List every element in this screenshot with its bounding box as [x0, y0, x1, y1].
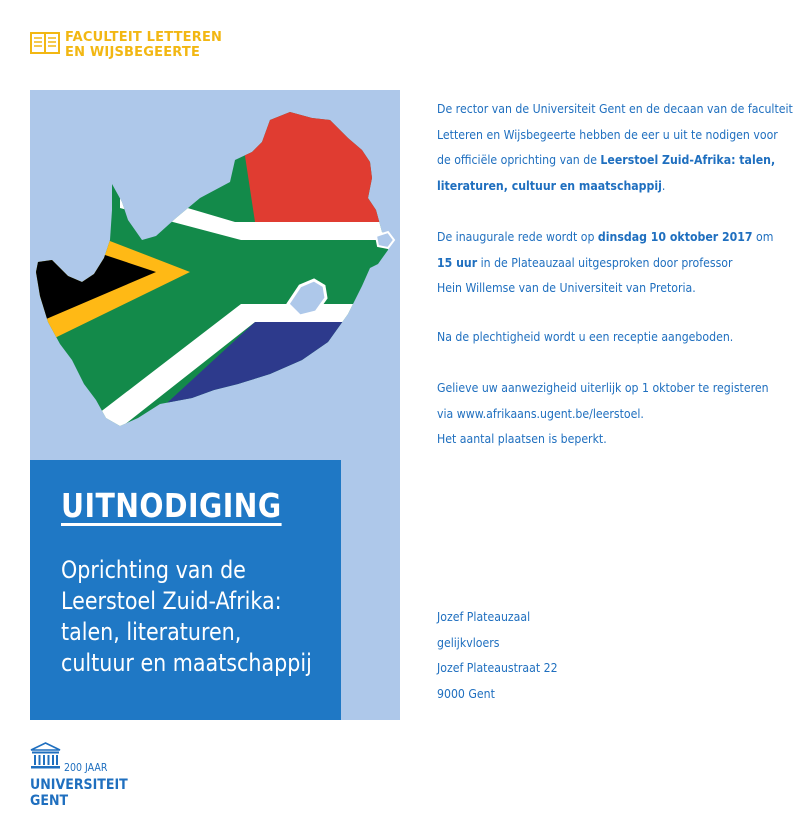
text-line: Na de plechtigheid wordt u een receptie aangeboden. [437, 330, 734, 344]
text-line: Gelieve uw aanwezigheid uiterlijk op 1 oktober te registeren [437, 381, 769, 395]
chair-name-bold: Leerstoel Zuid-Afrika: talen, [600, 153, 776, 167]
text-span: om [752, 230, 774, 244]
subtitle-line: talen, literaturen, [61, 618, 242, 646]
invitation-panel [30, 90, 400, 720]
event-date: dinsdag 10 oktober 2017 [597, 230, 753, 244]
text-line [437, 225, 773, 251]
south-africa-flag-map [30, 90, 400, 460]
text-line: De rector van de Universiteit Gent en de decaan van de faculteit [437, 102, 793, 116]
address-line: gelijkvloers [437, 635, 500, 650]
text-span: . [661, 178, 666, 193]
university-name-line2: GENT [30, 793, 69, 809]
intro-paragraph [437, 97, 793, 199]
subtitle-line: Leerstoel Zuid-Afrika: [61, 587, 282, 615]
university-logo [30, 742, 130, 822]
text-span: in de Plateauzaal uitgesproken door professor [477, 255, 733, 270]
text-line: Hein Willemse van de Universiteit van Pretoria. [437, 281, 696, 295]
text-span: De inaugurale rede wordt op [437, 230, 598, 244]
text-line: Letteren en Wijsbegeerte hebben de eer u uit te nodigen voor [437, 127, 778, 142]
text-line [437, 148, 793, 174]
text-line [437, 251, 773, 277]
faculty-name-line2: EN WIJSBEGEERTE [65, 45, 201, 60]
faculty-logo [30, 30, 222, 60]
event-time: 15 uur [437, 255, 478, 270]
university-name-line1: UNIVERSITEIT [30, 777, 128, 793]
subtitle-line: cultuur en maatschappij [61, 649, 312, 677]
registration-paragraph [437, 376, 769, 453]
lecture-paragraph [437, 225, 773, 302]
subtitle-line: Oprichting van de [61, 556, 246, 584]
chair-name-bold: literaturen, cultuur en maatschappij [437, 178, 662, 193]
invitation-title: UITNODIGING [61, 486, 282, 525]
text-line: Het aantal plaatsen is beperkt. [437, 432, 607, 446]
reception-paragraph [437, 325, 733, 351]
address-line: Jozef Plateaustraat 22 [437, 661, 558, 675]
venue-address [437, 605, 558, 707]
invitation-subtitle [61, 555, 336, 679]
text-line [437, 174, 793, 200]
text-span: de officiële oprichting van de [437, 153, 601, 167]
faculty-name-line1: FACULTEIT LETTEREN [65, 30, 223, 45]
university-years: 200 JAAR [64, 762, 108, 774]
university-name [30, 777, 128, 809]
invitation-box [30, 460, 341, 720]
address-line: Jozef Plateauzaal [437, 610, 531, 624]
book-icon [30, 32, 60, 54]
faculty-name [65, 30, 222, 60]
registration-link[interactable]: via www.afrikaans.ugent.be/leerstoel. [437, 406, 644, 421]
address-line: 9000 Gent [437, 686, 495, 701]
university-building-icon [30, 742, 61, 770]
